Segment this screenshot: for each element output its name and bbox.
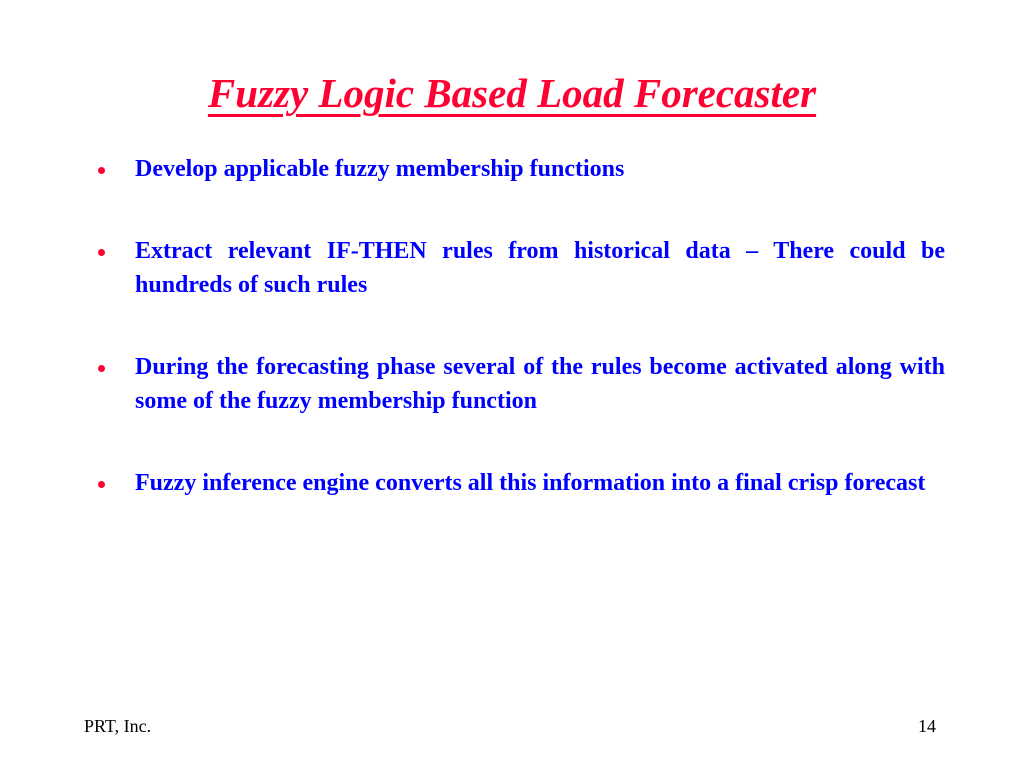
bullet-text: Fuzzy inference engine converts all this information into a final crisp forecast [135, 470, 926, 496]
bullet-item [90, 234, 945, 302]
footer-organization: PRT, Inc. [84, 716, 152, 736]
bullet-item [90, 152, 945, 186]
bullet-text: Extract relevant IF-THEN rules from historical data – There could be hundreds of such rules [135, 238, 945, 298]
bullet-list [90, 152, 945, 500]
bullet-text: Develop applicable fuzzy membership functions [135, 156, 625, 182]
footer-page-number: 14 [918, 716, 936, 736]
bullet-dot-icon [98, 167, 105, 174]
bullet-item [90, 466, 945, 500]
bullet-dot-icon [98, 249, 105, 256]
bullet-text: During the forecasting phase several of the rules become activated along with some of the fuzzy membership function [135, 354, 945, 414]
bullet-dot-icon [98, 365, 105, 372]
bullet-dot-icon [98, 481, 105, 488]
bullet-item [90, 350, 945, 418]
slide-title: Fuzzy Logic Based Load Forecaster [207, 70, 817, 116]
